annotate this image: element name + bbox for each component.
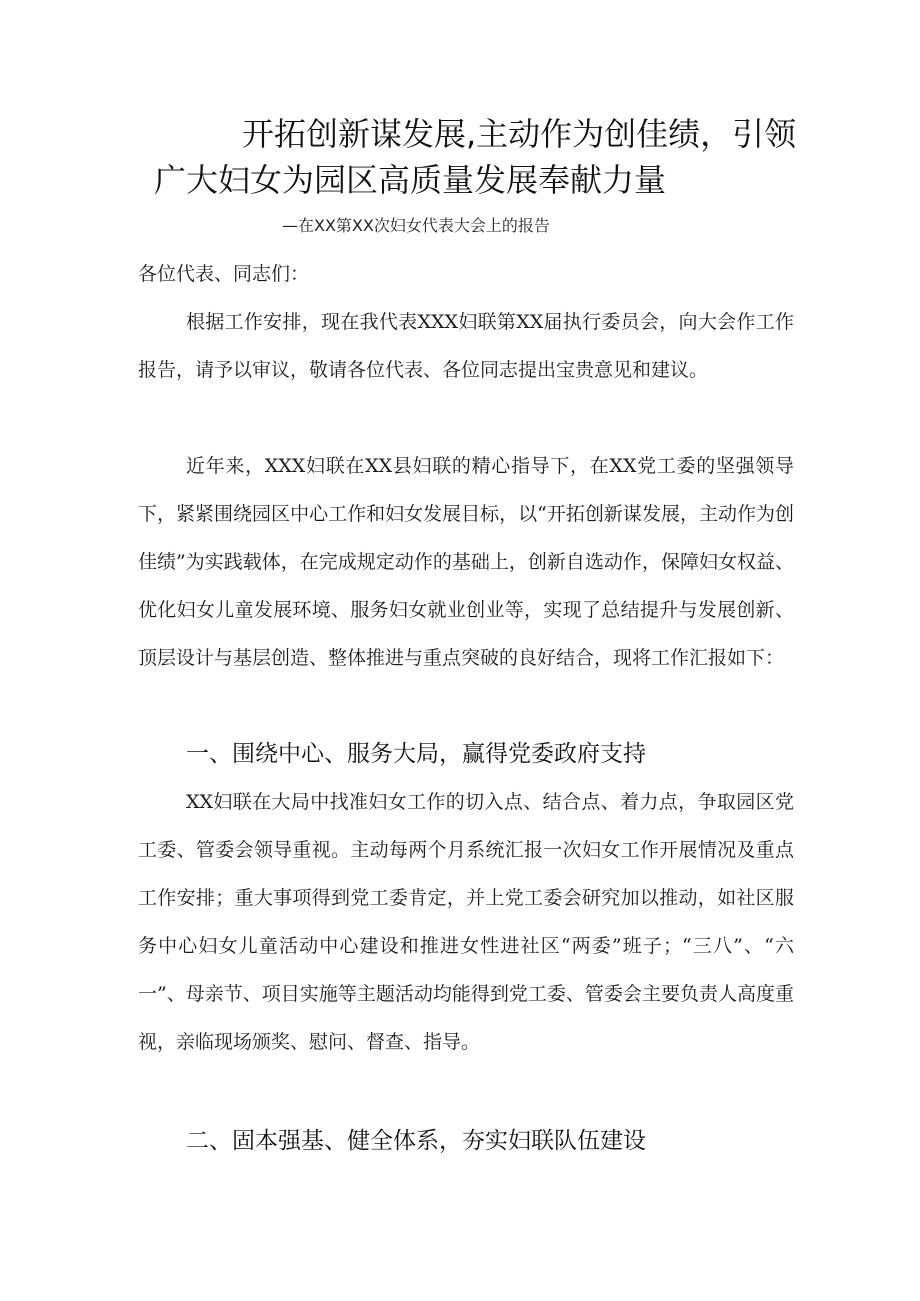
salutation: 各位代表、同志们： [138, 263, 310, 285]
document-title-line1: 开拓创新谋发展,主动作为创佳绩，引领 [242, 115, 797, 153]
section-heading-1: 一、围绕中心、服务大局，赢得党委政府支持 [186, 741, 646, 767]
paragraph-section-1: XX妇联在大局中找准妇女工作的切入点、结合点、着力点，争取园区党工委、管委会领导重视。主动每两个月系统汇报一次妇女工作开展情况及重点工作安排；重大事项得到党工委肯定，并上党工委会研究加以推动，如社区服务中心妇女儿童活动中心建设和推进女性进社区“两委”班子；“三八”、“六一”、母亲节、项目实施等主题活动均能得到党工委、管委会主要负责人高度重视，亲临现场颁奖、慰问、督查、指导。 [138, 791, 794, 1053]
document-title-line2: 广大妇女为园区高质量发展奉献力量 [154, 161, 667, 199]
document-subtitle: —在XX第XX次妇女代表大会上的报告 [282, 216, 550, 235]
section-heading-2: 二、固本强基、健全体系，夯实妇联队伍建设 [186, 1128, 646, 1154]
paragraph-intro: 根据工作安排，现在我代表XXX妇联第XX届执行委员会，向大会作工作报告，请予以审议，敬请各位代表、各位同志提出宝贵意见和建议。 [138, 311, 794, 381]
paragraph-overview: 近年来，XXX妇联在XX县妇联的精心指导下，在XX党工委的坚强领导下，紧紧围绕园区中心工作和妇女发展目标，以“开拓创新谋发展，主动作为创佳绩”为实践载体，在完成规定动作的基础上，创新自选动作，保障妇女权益、优化妇女儿童发展环境、服务妇女就业创业等，实现了总结提升与发展创新、顶层设计与基层创造、整体推进与重点突破的良好结合，现将工作汇报如下： [138, 455, 794, 669]
